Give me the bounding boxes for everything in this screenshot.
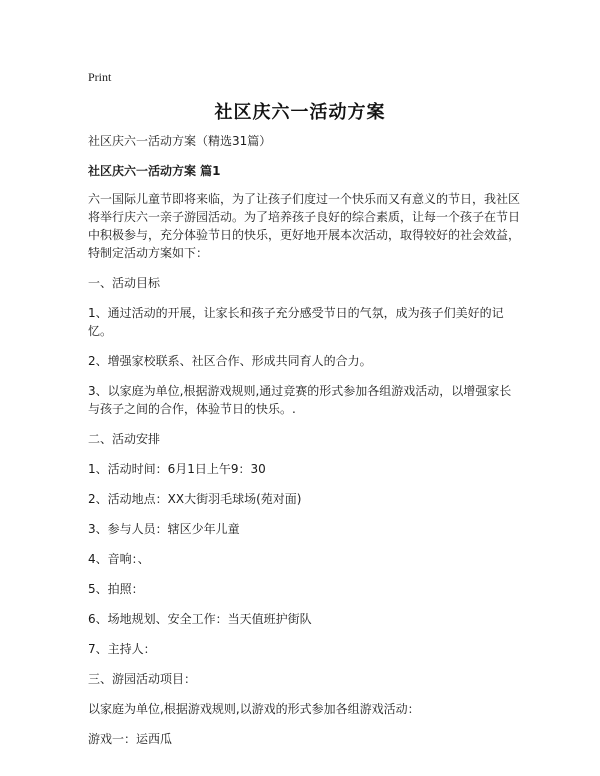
objective-item: 3、以家庭为单位,根据游戏规则,通过竞赛的形式参加各组游戏活动，以增强家长与孩子之间的合作，体验节日的快乐。. (88, 384, 512, 416)
arrangement-item: 1、活动时间：6月1日上午9：30 (88, 462, 266, 476)
arrangement-item: 4、音响：、 (88, 552, 150, 566)
objective-item: 1、通过活动的开展，让家长和孩子充分感受节日的气氛，成为孩子们美好的记忆。 (88, 306, 504, 338)
heading-activities: 三、游园活动项目： (88, 672, 197, 686)
intro-paragraph: 六一国际儿童节即将来临，为了让孩子们度过一个快乐而又有意义的节日，我社区将举行庆六一亲子游园活动。为了培养孩子良好的综合素质，让每一个孩子在节日中积极参与，充分体验节日的快乐，更好地开展本次活动，取得较好的社会效益，特制定活动方案如下： (88, 192, 521, 260)
print-link[interactable]: Print (88, 70, 112, 84)
activity-description: 以家庭为单位,根据游戏规则,以游戏的形式参加各组游戏活动： (88, 702, 420, 716)
arrangement-item: 2、活动地点：XX大街羽毛球场(苑对面) (88, 492, 302, 506)
document-body (88, 132, 520, 760)
heading-arrangements: 二、活动安排 (88, 432, 161, 446)
arrangement-item: 3、参与人员：辖区少年儿童 (88, 522, 240, 536)
arrangement-item: 5、拍照： (88, 582, 144, 596)
document-subtitle: 社区庆六一活动方案（精选31篇） (88, 134, 272, 148)
arrangement-item: 6、场地规划、安全工作：当天值班护街队 (88, 612, 312, 626)
arrangement-item: 7、主持人： (88, 642, 156, 656)
objective-item: 2、增强家校联系、社区合作、形成共同育人的合力。 (88, 354, 372, 368)
page-title: 社区庆六一活动方案 (214, 102, 386, 123)
section-heading: 社区庆六一活动方案 篇1 (88, 164, 221, 178)
heading-objectives: 一、活动目标 (88, 276, 161, 290)
activity-game: 游戏一：运西瓜 (88, 732, 173, 746)
